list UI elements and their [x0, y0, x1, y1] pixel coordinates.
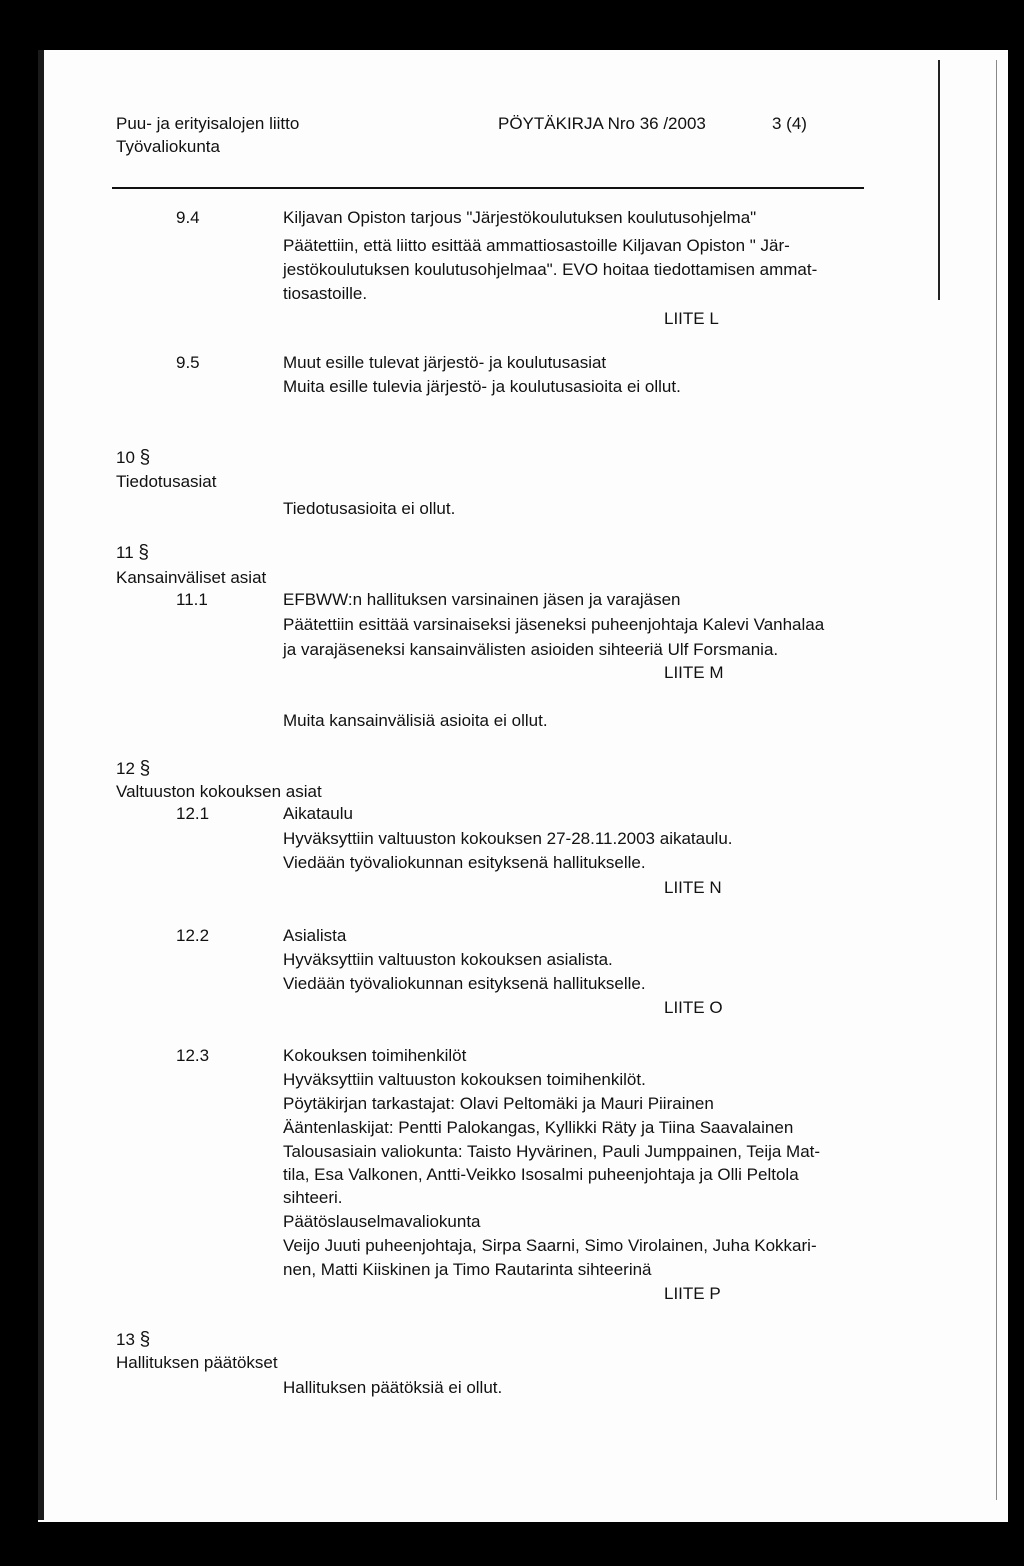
body-line: ja varajäseneksi kansainvälisten asioiden sihteeriä Ulf Forsmania. [283, 640, 779, 659]
body-line: Hallituksen päätöksiä ei ollut. [283, 1378, 503, 1397]
appendix-reference: LIITE P [664, 1284, 721, 1303]
section-title: Tiedotusasiat [116, 472, 217, 491]
body-line: Päätettiin, että liitto esittää ammattiosastoille Kiljavan Opiston " Jär- [283, 236, 790, 255]
item-title: Kiljavan Opiston tarjous "Järjestökoulutuksen koulutusohjelma" [283, 208, 757, 227]
section-number: 12 [116, 759, 135, 778]
body-line: Veijo Juuti puheenjohtaja, Sirpa Saarni, Simo Virolainen, Juha Kokkari- [283, 1236, 817, 1255]
body-line: Hyväksyttiin valtuuston kokouksen 27-28.11.2003 aikataulu. [283, 829, 733, 848]
section-heading [116, 447, 150, 469]
section-number: 11 [116, 543, 134, 562]
body-line: tila, Esa Valkonen, Antti-Veikko Isosalmi puheenjohtaja ja Olli Peltola [283, 1165, 799, 1184]
body-line: nen, Matti Kiiskinen ja Timo Rautarinta sihteerinä [283, 1260, 652, 1279]
body-line: Päätettiin esittää varsinaiseksi jäseneksi puheenjohtaja Kalevi Vanhalaa [283, 615, 825, 634]
section-sign: § [139, 447, 151, 468]
section-number: 10 [116, 448, 135, 467]
body-line: Muita kansainvälisiä asioita ei ollut. [283, 711, 548, 730]
item-title: Muut esille tulevat järjestö- ja koulutusasiat [283, 353, 607, 372]
section-heading [116, 758, 150, 780]
body-line: sihteeri. [283, 1188, 343, 1207]
item-title: Aikataulu [283, 804, 353, 823]
body-line: Viedään työvaliokunnan esityksenä hallitukselle. [283, 974, 646, 993]
scan-border-right [1008, 0, 1024, 1566]
section-heading [116, 542, 149, 564]
item-title: Kokouksen toimihenkilöt [283, 1046, 467, 1065]
body-line: Hyväksyttiin valtuuston kokouksen toimihenkilöt. [283, 1070, 646, 1089]
item-number: 11.1 [176, 590, 208, 609]
body-line: jestökoulutuksen koulutusohjelmaa". EVO hoitaa tiedottamisen ammat- [283, 260, 818, 279]
appendix-reference: LIITE N [664, 878, 722, 897]
body-line: Muita esille tulevia järjestö- ja koulutusasioita ei ollut. [283, 377, 681, 396]
section-title: Kansainväliset asiat [116, 568, 267, 587]
body-line: Talousasiain valiokunta: Taisto Hyvärinen, Pauli Jumppainen, Teija Mat- [283, 1142, 821, 1161]
body-line: Viedään työvaliokunnan esityksenä hallitukselle. [283, 853, 646, 872]
section-sign: § [138, 542, 149, 563]
item-title: EFBWW:n hallituksen varsinainen jäsen ja varajäsen [283, 590, 681, 609]
header-committee: Työvaliokunta [116, 137, 220, 156]
header-organization: Puu- ja erityisalojen liitto [116, 114, 300, 133]
appendix-reference: LIITE L [664, 309, 719, 328]
page-edge-mark [996, 60, 997, 1500]
item-number: 9.5 [176, 353, 200, 372]
scan-border-top [0, 0, 1024, 50]
item-number: 9.4 [176, 208, 200, 227]
section-title: Valtuuston kokouksen asiat [116, 782, 322, 801]
section-title: Hallituksen päätökset [116, 1353, 278, 1372]
header-page-number: 3 (4) [772, 114, 807, 133]
item-number: 12.2 [176, 926, 210, 945]
appendix-reference: LIITE O [664, 998, 723, 1017]
header-document-number: PÖYTÄKIRJA Nro 36 /2003 [498, 114, 706, 133]
section-sign: § [139, 1329, 151, 1350]
appendix-reference: LIITE M [664, 663, 724, 682]
body-line: Tiedotusasioita ei ollut. [283, 499, 456, 518]
page-edge-mark [938, 60, 940, 300]
section-heading [116, 1329, 150, 1351]
body-line: Hyväksyttiin valtuuston kokouksen asialista. [283, 950, 613, 969]
item-title: Asialista [283, 926, 347, 945]
body-line: Päätöslauselmavaliokunta [283, 1212, 481, 1231]
scan-border-bottom [0, 1522, 1024, 1566]
item-number: 12.3 [176, 1046, 210, 1065]
body-line: Ääntenlaskijat: Pentti Palokangas, Kyllikki Räty ja Tiina Saavalainen [283, 1118, 794, 1137]
section-number: 13 [116, 1330, 135, 1349]
header-rule [112, 187, 864, 189]
item-number: 12.1 [176, 804, 210, 823]
body-line: tiosastoille. [283, 284, 368, 303]
section-sign: § [139, 758, 151, 779]
body-line: Pöytäkirjan tarkastajat: Olavi Peltomäki ja Mauri Piirainen [283, 1094, 714, 1113]
scan-border-left [0, 0, 38, 1566]
